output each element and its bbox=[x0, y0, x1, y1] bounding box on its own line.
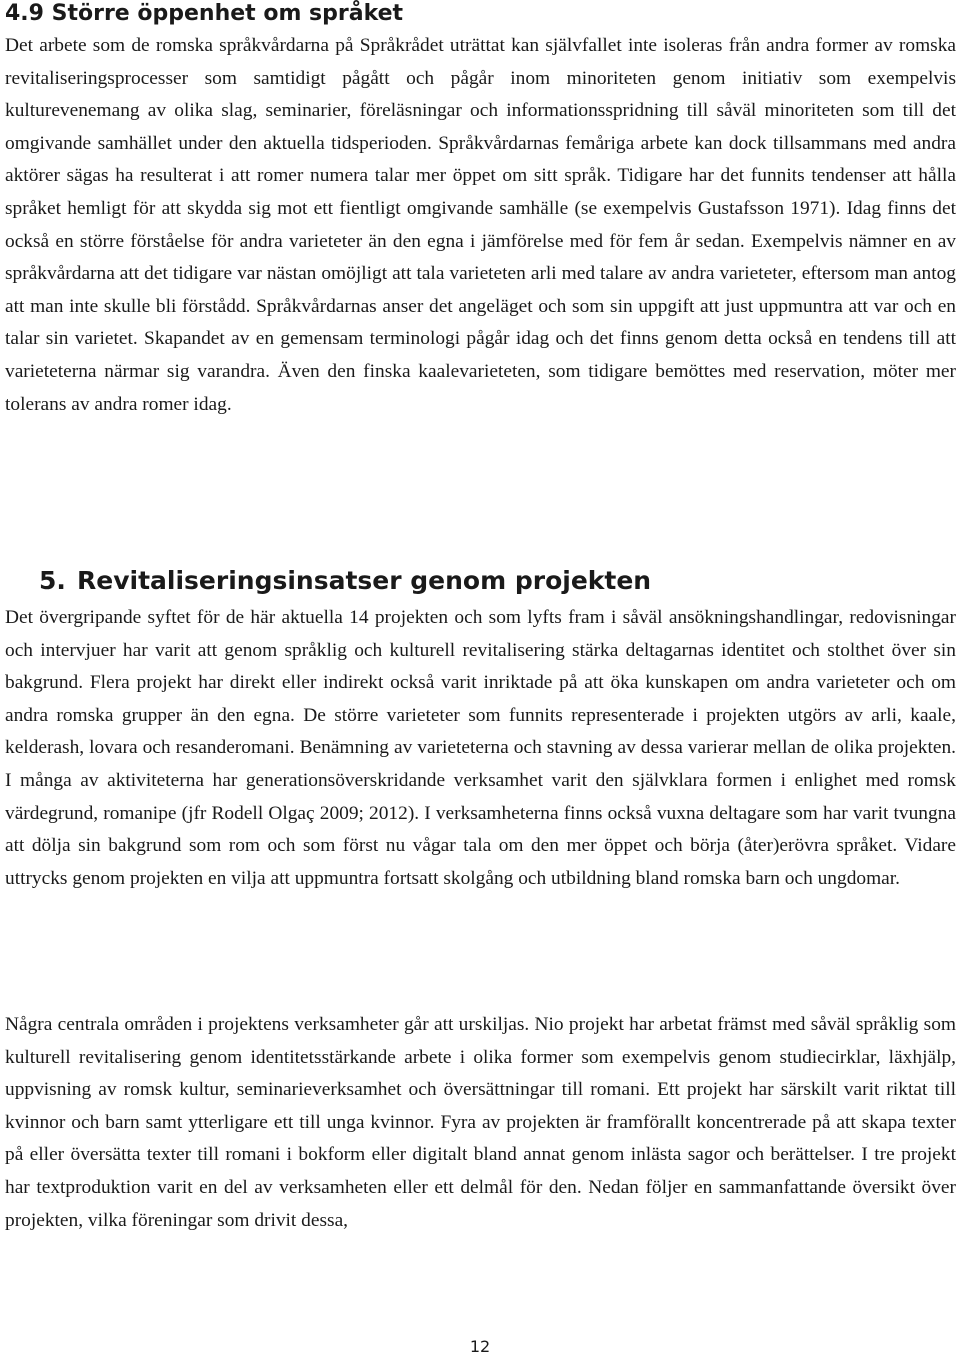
section-5-paragraph-1: Det övergripande syftet för de här aktuella 14 projekten och som lyfts fram i såväl ansökningshandlingar, redovisningar och intervjuer har varit att genom språklig och kulturell revitalisering stärka deltagarnas identitet och stolthet över sin bakgrund. Flera projekt har direkt eller indirekt också varit inriktade på att öka kunskapen om andra varieteter och om andra romska grupper än den egna. De större varieteter som funnits representerade i projekten utgörs av arli, kaale, kelderash, lovara och resanderomani. Benämning av varieteterna och stavning av dessa varierar mellan de olika projekten. I många av aktiviteterna har generationsöverskridande verksamhet varit den självklara formen i enlighet med romsk värdegrund, romanipe (jfr Rodell Olgaç 2009; 2012). I verksamheterna finns också vuxna deltagare som har varit tvungna att dölja sin bakgrund som rom och som först nu vågar tala om den mer öppet och börja (åter)erövra språket. Vidare uttrycks genom projekten en vilja att uppmuntra fortsatt skolgång och utbildning bland romska barn och ungdomar. bbox=[5, 607, 956, 889]
section-4-9-paragraph: Det arbete som de romska språkvårdarna på Språkrådet uträttat kan självfallet inte isoleras från andra former av romska revitaliseringsprocesser som samtidigt pågått och pågår inom minoriteten genom initiativ som exempelvis kulturevenemang av olika slag, seminarier, föreläsningar och informationsspridning till såväl minoriteten som till det omgivande samhället under den aktuella tidsperioden. Språkvårdarnas femåriga arbete kan dock tillsammans med andra aktörer sägas ha resulterat i att romer numera talar mer öppet om sitt språk. Tidigare har det funnits tendenser att hålla språket hemligt för att skydda sig mot ett fientligt omgivande samhälle (se exempelvis Gustafsson 1971). Idag finns det också en större förståelse för andra varieteter än den egna i jämförelse med för fem år sedan. Exempelvis nämner en av språkvårdarna att det tidigare var nästan omöjligt att tala varieteten arli med talare av andra varieteter, eftersom man antog att man inte skulle bli förstådd. Språkvårdarnas anser det angeläget och som sin uppgift att just uppmuntra att var och en talar sin varietet. Skapandet av en gemensam terminologi pågår idag och det finns genom detta också en tendens till att varieteterna närmar sig varandra. Även den finska kaalevarieteten, som tidigare bemöttes med reservation, möter mer tolerans av andra romer idag. bbox=[5, 35, 956, 415]
section-5-number: 5. bbox=[39, 566, 66, 595]
section-5-title: Revitaliseringsinsatser genom projekten bbox=[77, 566, 652, 595]
section-heading-4-9: 4.9 Större öppenhet om språket bbox=[5, 1, 404, 26]
section-5-paragraph-2: Några centrala områden i projektens verksamheter går att urskiljas. Nio projekt har arbetat främst med såväl språklig som kulturell revitalisering genom identitetsstärkande arbete i olika former som exempelvis genom studiecirklar, läxhjälp, uppvisning av romsk kultur, seminarieverksamhet och översättningar till romani. Ett projekt har särskilt varit riktat till kvinnor och barn samt ytterligare ett till unga kvinnor. Fyra av projekten är framförallt koncentrerade på att skapa texter på eller översätta texter till romani i bokform eller digitalt bland annat genom inlästa sagor och berättelser. I tre projekt har textproduktion varit en del av verksamheten eller ett delmål för den. Nedan följer en sammanfattande översikt över projekten, vilka föreningar som drivit dessa, bbox=[5, 1014, 956, 1231]
section-heading-5 bbox=[39, 564, 651, 598]
page-number: 12 bbox=[469, 1337, 491, 1356]
